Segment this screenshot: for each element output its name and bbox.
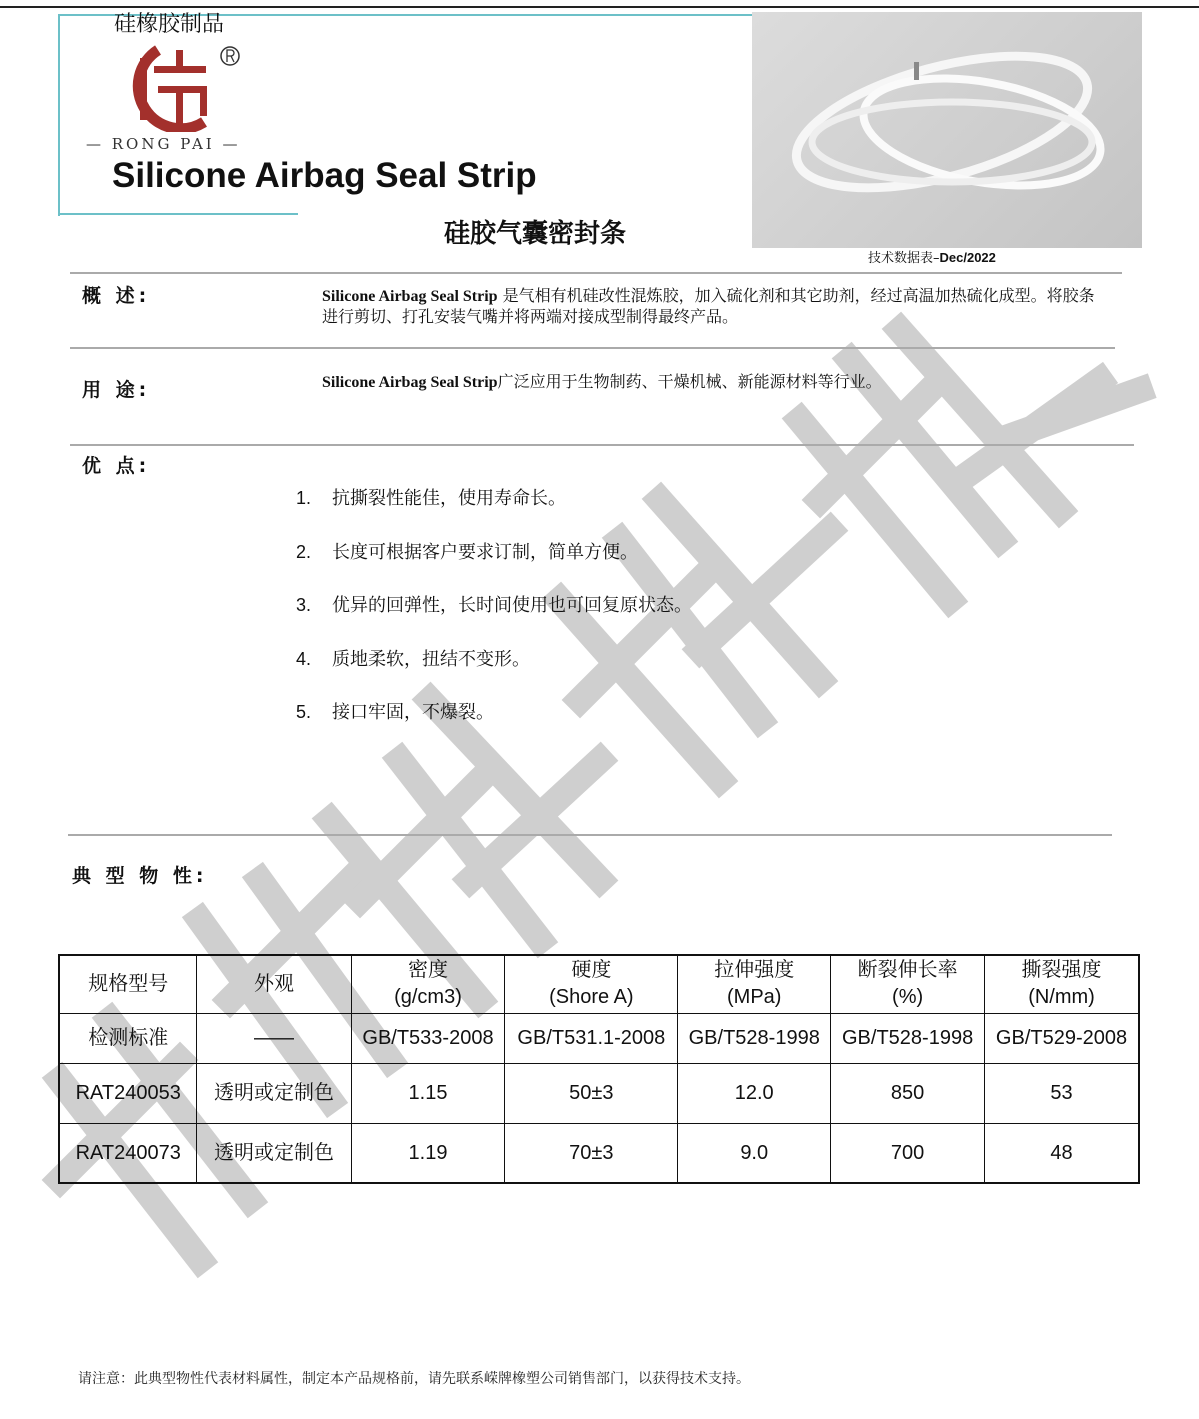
item-number: 1. [296,488,312,508]
divider [68,834,1112,836]
table-cell: 1.19 [351,1123,505,1183]
table-cell: 外观 [197,955,351,1013]
advantage-item [296,647,530,672]
table-cell: 密度 (g/cm3) [351,955,505,1013]
table-row [59,1123,1139,1183]
advantage-item [296,540,638,565]
overview-text [322,286,1102,327]
brand-english: — RONG PAI — [86,135,241,153]
product-name: Silicone Airbag Seal Strip [322,288,498,305]
table-header-row [59,955,1139,1013]
item-text: 优异的回弹性，长时间使用也可回复原状态。 [332,595,692,616]
properties-table [58,954,1140,1184]
usage-text [322,372,1102,393]
divider [70,272,1122,274]
brand-chinese: 硅橡胶制品 [114,12,225,37]
usage-body: 广泛应用于生物制药、干燥机械、新能源材料等行业。 [497,372,882,391]
table-cell: RAT240073 [59,1123,197,1183]
table-cell: 断裂伸长率 (%) [831,955,985,1013]
item-number: 5. [296,702,312,722]
table-row [59,1013,1139,1063]
header-frame-bottom [58,213,298,215]
table-cell: 拉伸强度 (MPa) [678,955,831,1013]
item-text: 长度可根据客户要求订制，简单方便。 [332,542,638,563]
table-cell: —— [197,1013,351,1063]
product-name: Silicone Airbag Seal Strip [322,374,498,391]
product-photo [752,12,1142,248]
table-cell: 硬度 (Shore A) [505,955,678,1013]
table-cell: 规格型号 [59,955,197,1013]
datasheet-date [868,250,996,267]
advantage-item [296,700,494,725]
table-cell: 850 [831,1063,985,1123]
table-cell: 12.0 [678,1063,831,1123]
table-cell: RAT240053 [59,1063,197,1123]
usage-label: 用 途: [82,379,151,401]
product-title-cn: 硅胶气囊密封条 [444,219,627,249]
item-text: 抗撕裂性能佳，使用寿命长。 [332,488,566,509]
advantage-item [296,593,692,618]
table-cell: 透明或定制色 [197,1063,351,1123]
advantage-item [296,486,566,511]
overview-body: 是气相有机硅改性混炼胶，加入硫化剂和其它助剂，经过高温加热硫化成型。将胶条进行剪切、打孔安装气嘴并将两端对接成型制得最终产品。 [322,286,1095,326]
advantages-label: 优 点: [82,455,151,477]
item-number: 4. [296,649,312,669]
table-cell: 48 [985,1123,1139,1183]
item-text: 接口牢固，不爆裂。 [332,702,494,723]
table-cell: GB/T528-1998 [678,1013,831,1063]
top-rule [0,6,1199,8]
table-cell: 53 [985,1063,1139,1123]
table-cell: GB/T533-2008 [351,1013,505,1063]
table-cell: 70±3 [505,1123,678,1183]
table-cell: GB/T529-2008 [985,1013,1139,1063]
table-cell: GB/T528-1998 [831,1013,985,1063]
item-number: 2. [296,542,312,562]
divider [70,347,1115,349]
table-cell: 700 [831,1123,985,1183]
overview-label: 概 述: [82,285,151,307]
table-cell: 9.0 [678,1123,831,1183]
properties-label: 典 型 物 性: [72,865,208,887]
date: Dec/2022 [939,250,996,265]
table-cell: 透明或定制色 [197,1123,351,1183]
table-cell: 1.15 [351,1063,505,1123]
datasheet-label: 技术数据表– [868,251,940,266]
rong-pai-logo [118,42,243,132]
divider [70,444,1134,446]
item-text: 质地柔软，扭结不变形。 [332,649,530,670]
table-cell: GB/T531.1-2008 [505,1013,678,1063]
item-number: 3. [296,595,312,615]
table-row [59,1063,1139,1123]
table-cell: 50±3 [505,1063,678,1123]
table-cell: 撕裂强度 (N/mm) [985,955,1139,1013]
seal-strip-image [752,12,1142,248]
product-title-en: Silicone Airbag Seal Strip [112,156,537,195]
table-cell: 检测标准 [59,1013,197,1063]
footer-note: 请注意：此典型物性代表材料属性，制定本产品规格前，请先联系嵘牌橡塑公司销售部门，以获得技术支持。 [78,1371,750,1387]
